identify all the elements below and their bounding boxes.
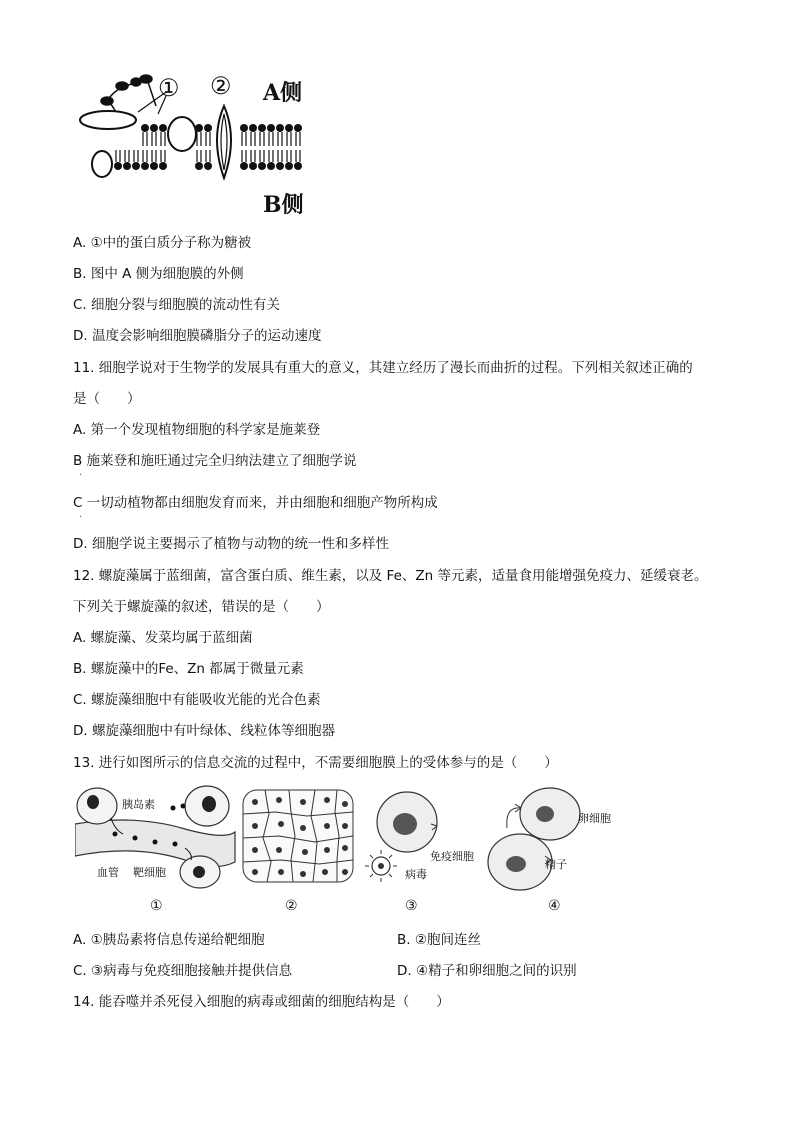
q13-option-b: B. ②胞间连丝 [397, 932, 481, 948]
q10-option-d: D. 温度会影响细胞膜磷脂分子的运动速度 [73, 328, 322, 344]
egg-cell-label: 卵细胞 [578, 812, 611, 825]
phospholipid-tail [251, 132, 255, 146]
phospholipid-tail [251, 150, 255, 162]
virus-label: 病毒 [405, 868, 427, 881]
phospholipid-head [258, 162, 266, 170]
figure-caption-2: ② [285, 898, 298, 914]
phospholipid-tail [287, 150, 291, 162]
phospholipid-head [150, 162, 158, 170]
phospholipid-tail [206, 132, 210, 146]
q14-stem: 14. 能吞噬并杀死侵入细胞的病毒或细菌的细胞结构是（ ） [73, 994, 450, 1010]
phospholipid-head [294, 124, 302, 132]
phospholipid-head [294, 162, 302, 170]
panel-2-drawing [243, 790, 353, 882]
phospholipid-tail [242, 132, 246, 146]
sperm-label: 精子 [545, 858, 567, 871]
q11-option-c: C 一切动植物都由细胞发育而来，并由细胞和细胞产物所构成 [73, 495, 438, 511]
phospholipid-tail [278, 150, 282, 162]
q13-stem: 13. 进行如图所示的信息交流的过程中，不需要细胞膜上的受体参与的是（ ） [73, 755, 558, 771]
phospholipid-tail [143, 150, 147, 162]
phospholipid-head [141, 124, 149, 132]
option-dot: · [79, 512, 83, 523]
q13-option-d: D. ④精子和卵细胞之间的识别 [397, 963, 577, 979]
phospholipid-tail [269, 150, 273, 162]
phospholipid-tail [296, 150, 300, 162]
phospholipid-head [204, 124, 212, 132]
phospholipid-tail [161, 132, 165, 146]
label-2: ② [210, 72, 232, 100]
phospholipid-tail [269, 132, 273, 146]
phospholipid-tail [152, 132, 156, 146]
phospholipid-head [267, 124, 275, 132]
q11-stem-line1: 11. 细胞学说对于生物学的发展具有重大的意义，其建立经历了漫长而曲折的过程。下列相关叙述正确的 [73, 360, 693, 376]
panel-4-drawing [488, 788, 580, 890]
q11-option-a: A. 第一个发现植物细胞的科学家是施莱登 [73, 422, 321, 438]
side-b-label: B侧 [263, 192, 304, 218]
q11-option-b: B 施莱登和施旺通过完全归纳法建立了细胞学说 [73, 453, 357, 469]
q12-option-a: A. 螺旋藻、发菜均属于蓝细菌 [73, 630, 253, 646]
phospholipid-head [195, 162, 203, 170]
phospholipid-head [114, 162, 122, 170]
q10-option-b: B. 图中 A 侧为细胞膜的外侧 [73, 266, 244, 282]
phospholipid-tail [206, 150, 210, 162]
phospholipid-tail [278, 132, 282, 146]
phospholipid-head [240, 124, 248, 132]
option-dot: · [79, 470, 83, 481]
phospholipid-head [141, 162, 149, 170]
phospholipid-head [132, 162, 140, 170]
phospholipid-head [285, 124, 293, 132]
phospholipid-head [240, 162, 248, 170]
phospholipid-tail [242, 150, 246, 162]
q12-option-c: C. 螺旋藻细胞中有能吸收光能的光合色素 [73, 692, 321, 708]
phospholipid-head [276, 124, 284, 132]
membrane-figure [78, 70, 318, 220]
figure-caption-1: ① [150, 898, 163, 914]
phospholipid-head [204, 162, 212, 170]
phospholipid-head [249, 124, 257, 132]
phospholipid-tail [125, 150, 129, 162]
phospholipid-head [285, 162, 293, 170]
phospholipid-head [123, 162, 131, 170]
phospholipid-tail [287, 132, 291, 146]
q13-option-c: C. ③病毒与免疫细胞接触并提供信息 [73, 963, 293, 979]
q12-option-b: B. 螺旋藻中的Fe、Zn 都属于微量元素 [73, 661, 304, 677]
phospholipid-tail [152, 150, 156, 162]
label-1: ① [158, 74, 180, 102]
phospholipid-tail [161, 150, 165, 162]
q10-option-a: A. ①中的蛋白质分子称为糖被 [73, 235, 252, 251]
phospholipid-tail [296, 132, 300, 146]
phospholipid-head [195, 124, 203, 132]
figure-caption-4: ④ [548, 898, 561, 914]
phospholipid-tail [197, 132, 201, 146]
q12-stem-line2: 下列关于螺旋藻的叙述，错误的是（ ） [73, 599, 330, 615]
phospholipid-tail [197, 150, 201, 162]
phospholipid-tail [260, 132, 264, 146]
target-cell-label: 靶细胞 [133, 866, 166, 879]
phospholipid-head [249, 162, 257, 170]
phospholipid-head [150, 124, 158, 132]
phospholipid-tail [134, 150, 138, 162]
phospholipid-tail [116, 150, 120, 162]
insulin-label: 胰岛素 [122, 798, 155, 811]
side-a-label: A侧 [263, 80, 303, 106]
immune-cell-label: 免疫细胞 [430, 850, 474, 863]
phospholipid-head [267, 162, 275, 170]
q13-option-a: A. ①胰岛素将信息传递给靶细胞 [73, 932, 265, 948]
q11-option-d: D. 细胞学说主要揭示了植物与动物的统一性和多样性 [73, 536, 389, 552]
phospholipid-tail [143, 132, 147, 146]
q10-option-c: C. 细胞分裂与细胞膜的流动性有关 [73, 297, 281, 313]
phospholipid-head [159, 124, 167, 132]
signaling-figure [75, 784, 635, 894]
q12-option-d: D. 螺旋藻细胞中有叶绿体、线粒体等细胞器 [73, 723, 335, 739]
phospholipid-head [159, 162, 167, 170]
figure-caption-3: ③ [405, 898, 418, 914]
vessel-label: 血管 [97, 866, 119, 879]
phospholipid-head [276, 162, 284, 170]
q11-stem-line2: 是（ ） [73, 391, 141, 407]
phospholipid-tail [260, 150, 264, 162]
phospholipid-head [258, 124, 266, 132]
q12-stem-line1: 12. 螺旋藻属于蓝细菌，富含蛋白质、维生素，以及 Fe、Zn 等元素，适量食用能增强免疫力、延缓衰老。 [73, 568, 708, 584]
